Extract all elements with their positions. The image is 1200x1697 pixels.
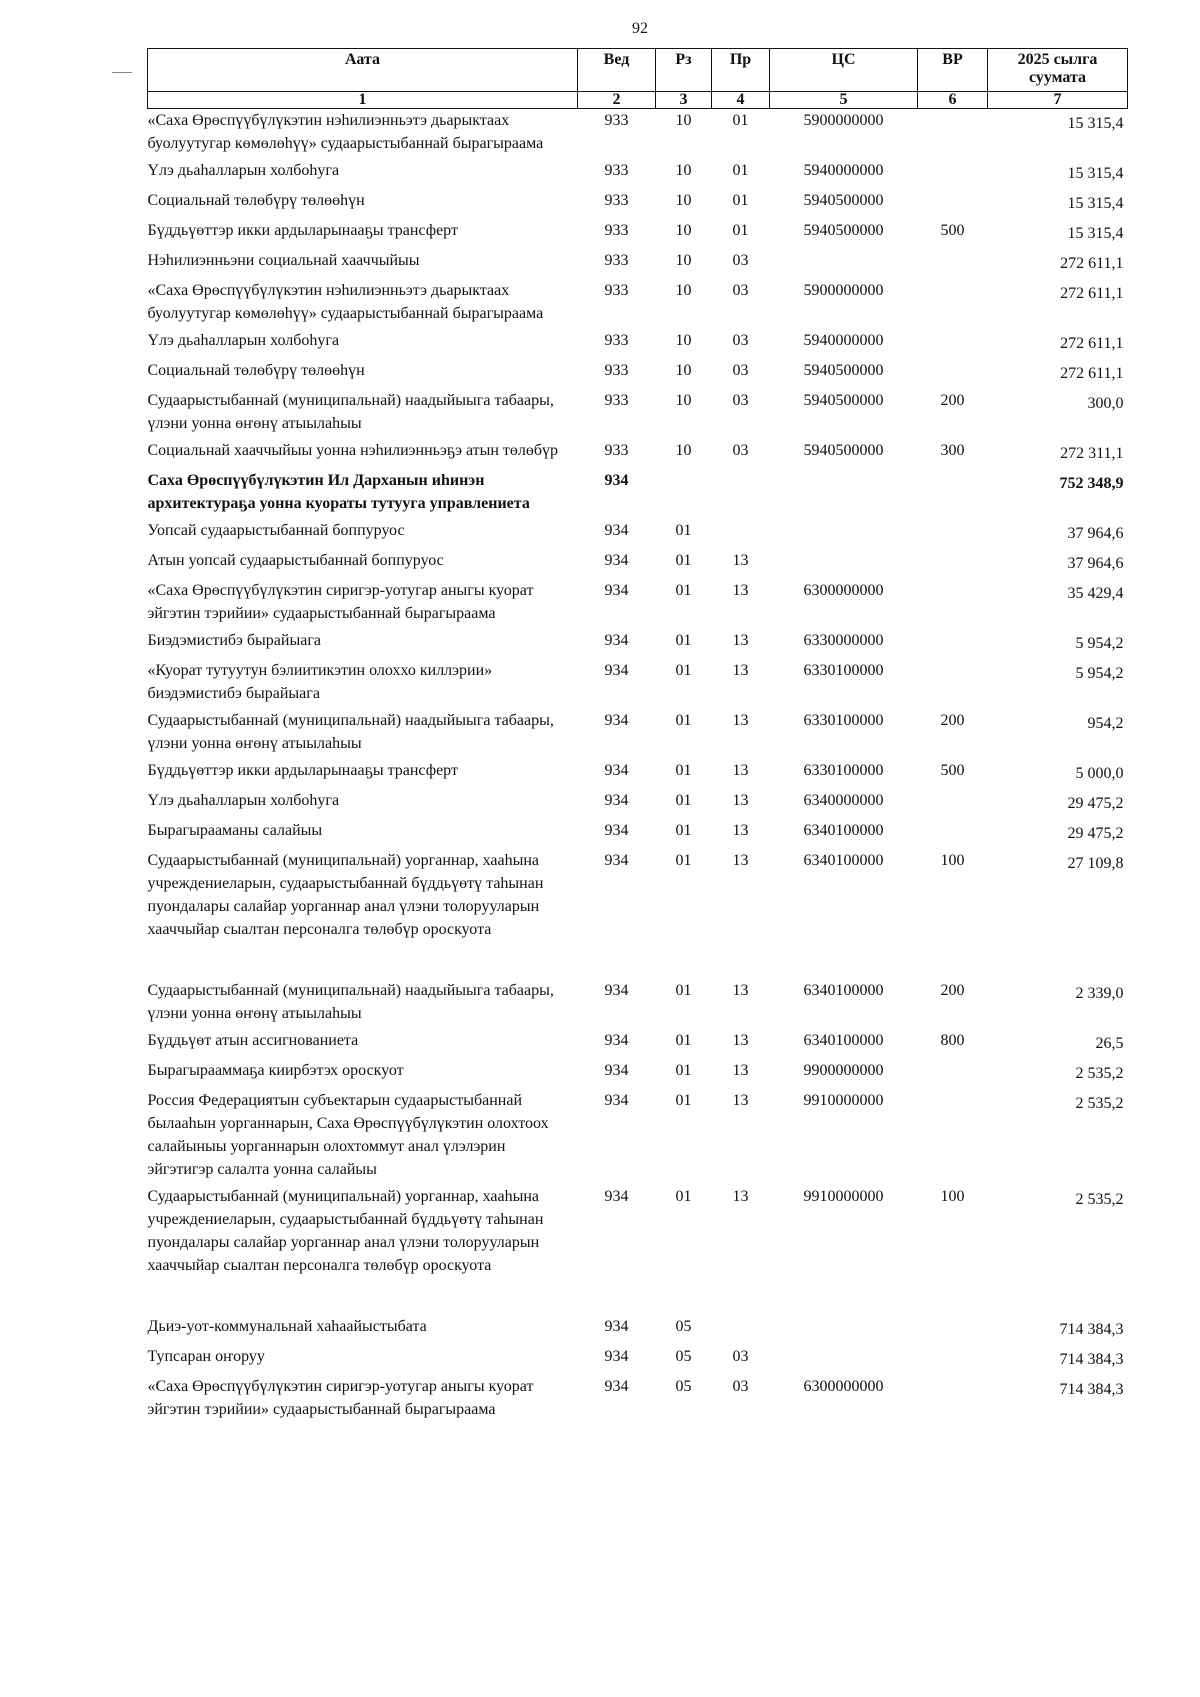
- cell-sum: 35 429,4: [1067, 585, 1124, 602]
- cell-sum: 5 954,2: [1075, 665, 1124, 682]
- cell-pr: 13: [732, 552, 749, 569]
- cell-vr: [918, 629, 988, 659]
- cell-pr: 03: [732, 1348, 749, 1365]
- cell-rz: 01: [675, 1032, 692, 1049]
- cell-name: Социальнай хааччыйыы уонна нэһилиэнньэҕэ атын төлөбүр: [147, 442, 559, 459]
- header-number: 2: [578, 92, 656, 109]
- cell-name: Бырагырааммаҕа киирбэтэх ороскуот: [147, 1062, 404, 1079]
- cell-rz: 10: [675, 442, 692, 459]
- cell-pr: 01: [732, 192, 749, 209]
- table-row: [148, 1059, 1128, 1089]
- cell-rz: 01: [675, 1062, 692, 1079]
- cell-name: «Саха Өрөспүүбүлүкэтин сиригэр-уотугар аныгы куорат эйгэтин тэрийии» судаарыстыбаннай бырагыраама: [147, 1378, 534, 1418]
- cell-rz: 01: [675, 582, 692, 599]
- cell-cs: 9900000000: [803, 1062, 884, 1079]
- cell-sum: 714 384,3: [1059, 1321, 1124, 1338]
- header-number: 5: [770, 92, 918, 109]
- cell-pr: [712, 1315, 770, 1345]
- cell-cs: 5900000000: [803, 112, 884, 129]
- table-row: [148, 249, 1128, 279]
- cell-name: Бүддьүөт атын ассигнованиета: [147, 1032, 359, 1049]
- cell-name: Үлэ дьаһалларын холбоһуга: [147, 792, 340, 809]
- cell-sum: 37 964,6: [1067, 525, 1124, 542]
- cell-ved: 934: [604, 1062, 629, 1079]
- header-rz: Рз: [656, 49, 712, 92]
- cell-vr: [918, 579, 988, 629]
- table-row: [148, 549, 1128, 579]
- cell-name: Судаарыстыбаннай (муниципальнай) уорганнар, хааһына учреждениеларын, судаарыстыбаннай бүддьүөтү таһынан пуондалары салайар уорганнар анал үлэни толорууларын хааччыйар сыалтан персоналга төлөбүр ороскуота: [147, 852, 544, 938]
- cell-ved: 934: [604, 1092, 629, 1109]
- cell-sum: 2 535,2: [1075, 1191, 1124, 1208]
- cell-name: Саха Өрөспүүбүлүкэтин Ил Дарханын иһинэн архитектураҕа уонна куораты тутууга управлениета: [147, 472, 530, 512]
- cell-name: Бырагырааманы салайыы: [147, 822, 323, 839]
- cell-ved: 934: [604, 552, 629, 569]
- cell-rz: 01: [675, 792, 692, 809]
- cell-cs: 6300000000: [803, 582, 884, 599]
- header-ved: Вед: [578, 49, 656, 92]
- cell-ved: 933: [604, 442, 629, 459]
- cell-rz: 10: [675, 222, 692, 239]
- table-row: [148, 979, 1128, 1029]
- cell-cs: [770, 1315, 918, 1345]
- cell-sum: 272 311,1: [1060, 445, 1124, 462]
- cell-rz: 01: [675, 982, 692, 999]
- table-row: [148, 219, 1128, 249]
- cell-vr: [918, 159, 988, 189]
- cell-ved: 934: [604, 582, 629, 599]
- cell-vr: [918, 1089, 988, 1185]
- cell-vr: 300: [940, 442, 965, 459]
- header-row: [148, 49, 1128, 92]
- cell-pr: 03: [732, 442, 749, 459]
- cell-name: Тупсаран оҥоруу: [147, 1348, 265, 1365]
- cell-cs: 5940500000: [803, 192, 884, 209]
- cell-vr: [918, 279, 988, 329]
- cell-ved: 934: [604, 982, 629, 999]
- cell-ved: 933: [604, 162, 629, 179]
- cell-sum: 15 315,4: [1067, 195, 1124, 212]
- cell-ved: 933: [604, 112, 629, 129]
- cell-pr: [712, 519, 770, 549]
- cell-name: Биэдэмистибэ бырайыага: [147, 632, 321, 649]
- cell-sum: 272 611,1: [1060, 335, 1124, 352]
- cell-pr: 01: [732, 112, 749, 129]
- scan-mark: [112, 72, 132, 73]
- cell-cs: 6340100000: [803, 1032, 884, 1049]
- cell-cs: 5900000000: [803, 282, 884, 299]
- table-row: [148, 759, 1128, 789]
- cell-ved: 934: [604, 792, 629, 809]
- cell-cs: [770, 1345, 918, 1375]
- cell-sum: 714 384,3: [1059, 1351, 1124, 1368]
- header-cs: ЦС: [770, 49, 918, 92]
- cell-vr: 100: [940, 852, 965, 869]
- table-row: [148, 469, 1128, 519]
- header-number: 4: [712, 92, 770, 109]
- cell-ved: 934: [604, 762, 629, 779]
- cell-rz: 10: [675, 392, 692, 409]
- cell-ved: 934: [604, 822, 629, 839]
- cell-name: Бүддьүөттэр икки ардыларынааҕы трансферт: [147, 762, 458, 779]
- cell-vr: 200: [940, 982, 965, 999]
- cell-name: Үлэ дьаһалларын холбоһуга: [147, 162, 340, 179]
- table-row: [148, 439, 1128, 469]
- header-number: 3: [656, 92, 712, 109]
- cell-name: Дьиэ-уот-коммунальнай хаһаайыстыбата: [147, 1318, 427, 1335]
- header-number-row: [148, 92, 1128, 109]
- header-name: Аата: [148, 49, 578, 92]
- table-row: [148, 819, 1128, 849]
- cell-vr: [918, 359, 988, 389]
- table-row: [148, 1185, 1128, 1315]
- cell-ved: 934: [604, 662, 629, 679]
- cell-ved: 933: [604, 362, 629, 379]
- cell-vr: [918, 1059, 988, 1089]
- cell-sum: 714 384,3: [1059, 1381, 1124, 1398]
- cell-rz: 05: [675, 1318, 692, 1335]
- cell-ved: 933: [604, 252, 629, 269]
- cell-name: Судаарыстыбаннай (муниципальнай) уорганнар, хааһына учреждениеларын, судаарыстыбаннай бүддьүөтү таһынан пуондалары салайар уорганнар анал үлэни толорууларын хааччыйар сыалтан персоналга төлөбүр ороскуота: [147, 1188, 544, 1274]
- cell-vr: [918, 249, 988, 279]
- table-row: [148, 789, 1128, 819]
- cell-sum: 2 535,2: [1075, 1095, 1124, 1112]
- cell-rz: 01: [675, 762, 692, 779]
- cell-pr: 13: [732, 1062, 749, 1079]
- cell-pr: 03: [732, 252, 749, 269]
- cell-rz: 10: [675, 362, 692, 379]
- cell-ved: 933: [604, 222, 629, 239]
- table-body: [148, 109, 1128, 1426]
- cell-pr: 13: [732, 982, 749, 999]
- cell-cs: 6330100000: [803, 712, 884, 729]
- cell-sum: 954,2: [1087, 715, 1124, 732]
- cell-pr: 01: [732, 162, 749, 179]
- cell-cs: 6330100000: [803, 762, 884, 779]
- table-row: [148, 1375, 1128, 1425]
- table-row: [148, 709, 1128, 759]
- cell-rz: 01: [675, 522, 692, 539]
- cell-name: Россия Федерациятын субъектарын судаарыстыбаннай былааһын уорганнарын, Саха Өрөспүүбүлүкэтин олохтоох салайыныы уорганнарын олохтоммут анал үлэлэрин эйгэтигэр салалта уонна салайыы: [147, 1092, 549, 1178]
- cell-vr: [918, 469, 988, 519]
- cell-vr: [918, 789, 988, 819]
- cell-pr: 03: [732, 282, 749, 299]
- cell-pr: 13: [732, 1092, 749, 1109]
- cell-ved: 934: [604, 712, 629, 729]
- cell-ved: 934: [604, 1318, 629, 1335]
- cell-vr: [918, 549, 988, 579]
- cell-name: Социальнай төлөбүрү төлөөһүн: [147, 362, 365, 379]
- cell-pr: [712, 469, 770, 519]
- table-row: [148, 579, 1128, 629]
- cell-pr: 13: [732, 662, 749, 679]
- cell-rz: 01: [675, 552, 692, 569]
- table-row: [148, 189, 1128, 219]
- cell-cs: 5940000000: [803, 162, 884, 179]
- cell-cs: 9910000000: [803, 1092, 884, 1109]
- cell-rz: 01: [675, 662, 692, 679]
- cell-name: Уопсай судаарыстыбаннай боппуруос: [147, 522, 405, 539]
- table-row: [148, 1315, 1128, 1345]
- header-number: 6: [918, 92, 988, 109]
- cell-cs: 6340100000: [803, 982, 884, 999]
- header-sum: 2025 сылга суумата: [988, 49, 1128, 92]
- cell-ved: 934: [604, 632, 629, 649]
- cell-cs: 6340100000: [803, 852, 884, 869]
- cell-ved: 934: [604, 1188, 629, 1205]
- table-row: [148, 659, 1128, 709]
- cell-vr: 100: [940, 1188, 965, 1205]
- cell-cs: 6340100000: [803, 822, 884, 839]
- cell-cs: 5940500000: [803, 442, 884, 459]
- cell-sum: 15 315,4: [1067, 225, 1124, 242]
- header-vr: ВР: [918, 49, 988, 92]
- cell-ved: 933: [604, 282, 629, 299]
- cell-vr: [918, 1315, 988, 1345]
- header-pr: Пр: [712, 49, 770, 92]
- table-row: [148, 279, 1128, 329]
- cell-pr: 13: [732, 852, 749, 869]
- cell-rz: 10: [675, 192, 692, 209]
- cell-name: «Саха Өрөспүүбүлүкэтин сиригэр-уотугар аныгы куорат эйгэтин тэрийии» судаарыстыбаннай бырагыраама: [147, 582, 534, 622]
- cell-vr: [918, 1375, 988, 1425]
- cell-name: Судаарыстыбаннай (муниципальнай) наадыйыыга табаары, үлэни уонна өҥөнү атыылаһыы: [147, 982, 554, 1022]
- cell-sum: 5 954,2: [1075, 635, 1124, 652]
- cell-ved: 934: [604, 1348, 629, 1365]
- cell-cs: 5940500000: [803, 392, 884, 409]
- cell-name: Социальнай төлөбүрү төлөөһүн: [147, 192, 365, 209]
- cell-ved: 934: [604, 852, 629, 869]
- cell-rz: 10: [675, 162, 692, 179]
- cell-ved: 934: [604, 472, 629, 489]
- table-row: [148, 519, 1128, 549]
- cell-name: Бүддьүөттэр икки ардыларынааҕы трансферт: [147, 222, 458, 239]
- cell-pr: 13: [732, 762, 749, 779]
- cell-pr: 13: [732, 632, 749, 649]
- cell-pr: 01: [732, 222, 749, 239]
- cell-cs: 6340000000: [803, 792, 884, 809]
- cell-pr: 03: [732, 332, 749, 349]
- cell-rz: 01: [675, 822, 692, 839]
- cell-pr: 03: [732, 392, 749, 409]
- header-number: 1: [148, 92, 578, 109]
- cell-rz: 01: [675, 852, 692, 869]
- cell-cs: [770, 549, 918, 579]
- cell-vr: [918, 659, 988, 709]
- cell-sum: 15 315,4: [1067, 165, 1124, 182]
- cell-vr: [918, 189, 988, 219]
- table-row: [148, 1089, 1128, 1185]
- cell-ved: 934: [604, 1378, 629, 1395]
- cell-sum: 272 611,1: [1060, 365, 1124, 382]
- cell-sum: 752 348,9: [1059, 475, 1124, 492]
- cell-ved: 934: [604, 1032, 629, 1049]
- cell-vr: 800: [940, 1032, 965, 1049]
- cell-rz: 01: [675, 1188, 692, 1205]
- cell-rz: 01: [675, 632, 692, 649]
- cell-rz: 01: [675, 712, 692, 729]
- cell-name: Үлэ дьаһалларын холбоһуга: [147, 332, 340, 349]
- cell-name: Атын уопсай судаарыстыбаннай боппуруос: [147, 552, 444, 569]
- cell-sum: 15 315,4: [1067, 115, 1124, 132]
- cell-sum: 272 611,1: [1060, 285, 1124, 302]
- cell-cs: [770, 519, 918, 549]
- cell-vr: 200: [940, 392, 965, 409]
- cell-rz: 10: [675, 282, 692, 299]
- cell-ved: 934: [604, 522, 629, 539]
- cell-cs: 5940500000: [803, 222, 884, 239]
- cell-name: «Саха Өрөспүүбүлүкэтин нэһилиэнньэтэ дьарыктаах буолуутугар көмөлөһүү» судаарыстыбаннай бырагыраама: [147, 112, 544, 152]
- header-number: 7: [988, 92, 1128, 109]
- cell-vr: 500: [940, 222, 965, 239]
- cell-ved: 933: [604, 332, 629, 349]
- page-number: 92: [632, 20, 648, 37]
- cell-rz: 01: [675, 1092, 692, 1109]
- cell-vr: [918, 519, 988, 549]
- cell-cs: 5940000000: [803, 332, 884, 349]
- cell-pr: 13: [732, 582, 749, 599]
- cell-cs: [770, 469, 918, 519]
- cell-vr: [918, 1345, 988, 1375]
- budget-table: [147, 48, 1128, 1425]
- cell-name: Судаарыстыбаннай (муниципальнай) наадыйыыга табаары, үлэни уонна өҥөнү атыылаһыы: [147, 392, 554, 432]
- cell-pr: 03: [732, 362, 749, 379]
- cell-pr: 03: [732, 1378, 749, 1395]
- cell-sum: 29 475,2: [1067, 825, 1124, 842]
- cell-cs: 6330100000: [803, 662, 884, 679]
- cell-vr: 200: [940, 712, 965, 729]
- table-row: [148, 389, 1128, 439]
- cell-ved: 933: [604, 392, 629, 409]
- cell-name: «Куорат тутуутун бэлиитикэтин олоххо киллэрии» биэдэмистибэ бырайыага: [147, 662, 493, 702]
- cell-ved: 933: [604, 192, 629, 209]
- cell-sum: 5 000,0: [1075, 765, 1124, 782]
- table-row: [148, 329, 1128, 359]
- table-row: [148, 159, 1128, 189]
- cell-pr: 13: [732, 792, 749, 809]
- cell-sum: 2 339,0: [1075, 985, 1124, 1002]
- cell-cs: 5940500000: [803, 362, 884, 379]
- cell-vr: [918, 819, 988, 849]
- cell-sum: 2 535,2: [1075, 1065, 1124, 1082]
- cell-pr: 13: [732, 1188, 749, 1205]
- cell-name: Нэһилиэнньэни социальнай хааччыйыы: [147, 252, 420, 269]
- cell-name: «Саха Өрөспүүбүлүкэтин нэһилиэнньэтэ дьарыктаах буолуутугар көмөлөһүү» судаарыстыбаннай бырагыраама: [147, 282, 544, 322]
- cell-rz: 10: [675, 332, 692, 349]
- cell-rz: 05: [675, 1348, 692, 1365]
- table-row: [148, 1345, 1128, 1375]
- table-row: [148, 629, 1128, 659]
- budget-table-container: [147, 48, 1127, 1425]
- table-row: [148, 1029, 1128, 1059]
- cell-vr: 500: [940, 762, 965, 779]
- cell-rz: [656, 469, 712, 519]
- cell-pr: 13: [732, 1032, 749, 1049]
- cell-cs: 6330000000: [803, 632, 884, 649]
- cell-sum: 272 611,1: [1060, 255, 1124, 272]
- cell-name: Судаарыстыбаннай (муниципальнай) наадыйыыга табаары, үлэни уонна өҥөнү атыылаһыы: [147, 712, 554, 752]
- cell-sum: 300,0: [1087, 395, 1124, 412]
- table-row: [148, 849, 1128, 979]
- cell-rz: 10: [675, 252, 692, 269]
- cell-sum: 27 109,8: [1067, 855, 1124, 872]
- cell-rz: 05: [675, 1378, 692, 1395]
- cell-cs: 6300000000: [803, 1378, 884, 1395]
- cell-cs: [770, 249, 918, 279]
- cell-rz: 10: [675, 112, 692, 129]
- cell-pr: 13: [732, 712, 749, 729]
- cell-sum: 26,5: [1095, 1035, 1124, 1052]
- cell-vr: [918, 329, 988, 359]
- cell-vr: [918, 109, 988, 160]
- cell-sum: 37 964,6: [1067, 555, 1124, 572]
- cell-cs: 9910000000: [803, 1188, 884, 1205]
- cell-sum: 29 475,2: [1067, 795, 1124, 812]
- table-row: [148, 109, 1128, 160]
- cell-pr: 13: [732, 822, 749, 839]
- table-row: [148, 359, 1128, 389]
